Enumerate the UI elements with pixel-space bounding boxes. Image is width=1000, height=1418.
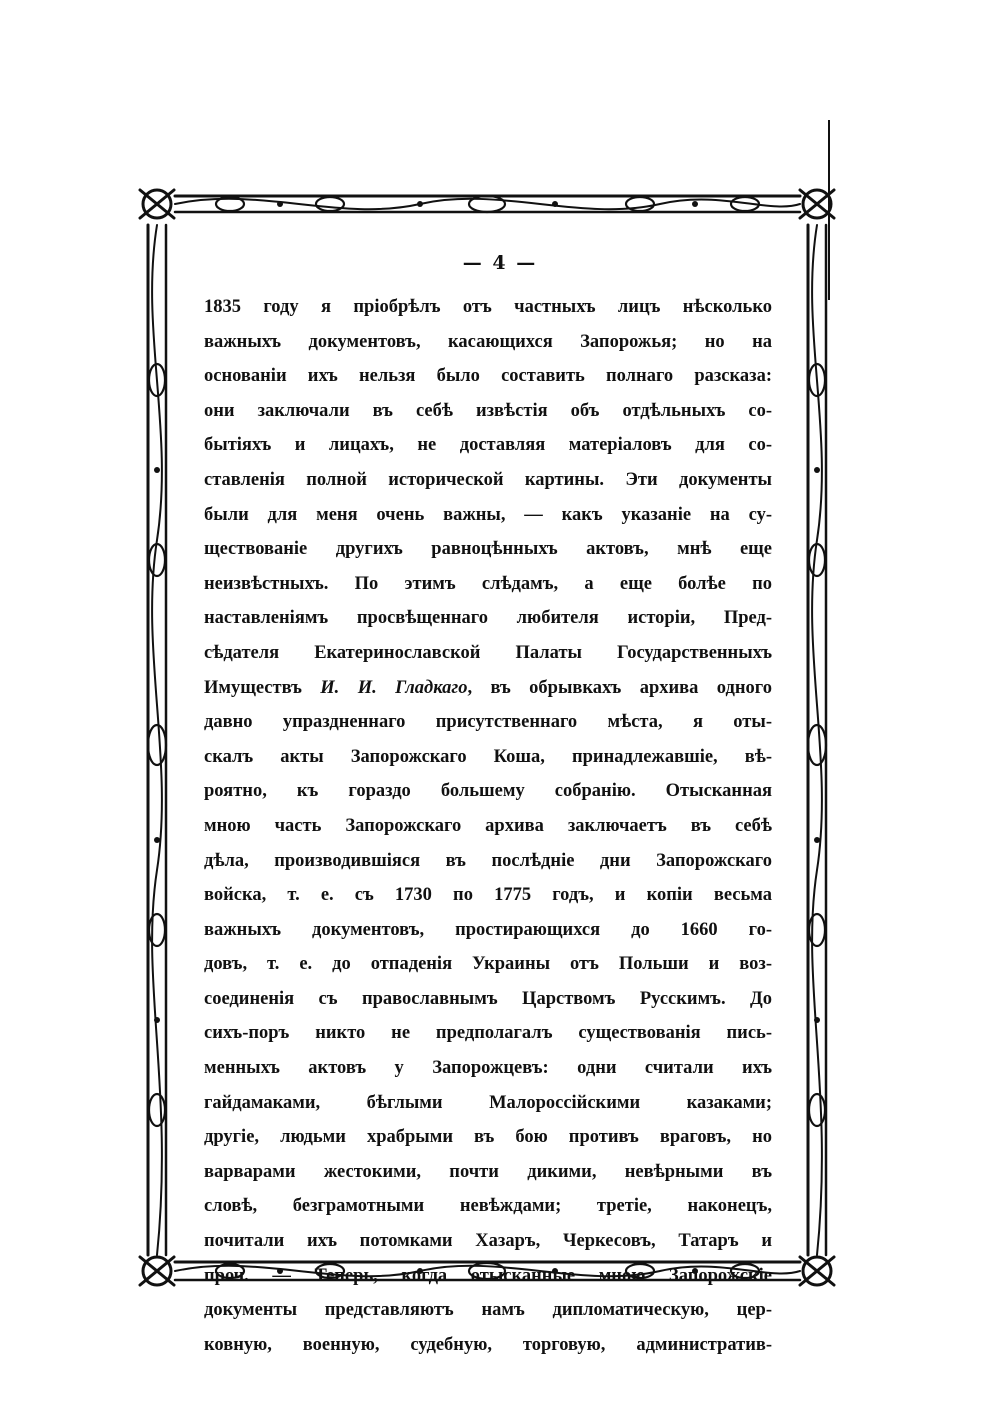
text-line: были для меня очень важны, — какъ указаніе на су- [204, 504, 772, 525]
text-line: проч. — Теперь, когда отысканные мною Запорожскіе [204, 1265, 772, 1286]
text-line: соединенія съ православнымъ Царствомъ Русскимъ. До [204, 988, 772, 1009]
text-line: войска, т. е. съ 1730 по 1775 годъ, и копіи весьма [204, 885, 772, 906]
text-line: довъ, т. е. до отпаденія Украины отъ Польши и воз- [204, 954, 772, 975]
text-line: гайдамаками, бѣглыми Малороссійскими казаками; [204, 1092, 772, 1113]
text-line: важныхъ документовъ, касающихся Запорожья; но на [204, 331, 772, 352]
text-line: роятно, къ гораздо большему собранію. Отысканная [204, 781, 772, 802]
text-line: ковную, военную, судебную, торговую, административ- [204, 1334, 772, 1355]
text-line: ставленія полной исторической картины. Эти документы [204, 469, 772, 490]
text-line: другіе, людьми храбрыми въ бою противъ враговъ, но [204, 1127, 772, 1148]
text-line: неизвѣстныхъ. По этимъ слѣдамъ, а еще болѣе по [204, 573, 772, 594]
text-line: скалъ акты Запорожскаго Коша, принадлежавшіе, вѣ- [204, 746, 772, 767]
italic-name: И. И. Гладкаго [320, 677, 468, 698]
text-line: мною часть Запорожскаго архива заключаетъ въ себѣ [204, 815, 772, 836]
text-line: менныхъ актовъ у Запорожцевъ: одни считали ихъ [204, 1058, 772, 1079]
text-line: дѣла, производившіяся въ послѣдніе дни Запорожскаго [204, 850, 772, 871]
line-start: Имуществъ [204, 677, 321, 698]
text-line: ществованіе другихъ равноцѣнныхъ актовъ, мнѣ еще [204, 539, 772, 560]
page-number: — 4 — [462, 252, 538, 274]
text-line: они заключали въ себѣ извѣстія объ отдѣльныхъ со- [204, 400, 772, 421]
text-line: 1835 году я пріобрѣлъ отъ частныхъ лицъ нѣсколько [204, 297, 772, 317]
text-line: сѣдателя Екатеринославской Палаты Государственныхъ [204, 642, 772, 663]
text-line: сихъ-поръ никто не предполагалъ существованія пись- [204, 1023, 772, 1044]
text-line: наставленіямъ просвѣщеннаго любителя исторіи, Пред- [204, 608, 772, 629]
line-end: , въ обрывкахъ архива одного [467, 677, 772, 698]
body-text [204, 290, 772, 1362]
text-line-with-italic [204, 671, 772, 706]
text-line: основаніи ихъ нельзя было составить полнаго разсказа: [204, 366, 772, 387]
text-line: почитали ихъ потомками Хазаръ, Черкесовъ, Татаръ и [204, 1231, 772, 1252]
text-line: словѣ, безграмотными невѣждами; третіе, наконецъ, [204, 1196, 772, 1217]
text-line: документы представляютъ намъ дипломатическую, цер- [204, 1300, 772, 1321]
page-edge-line [828, 120, 830, 300]
text-line: важныхъ документовъ, простирающихся до 1660 го- [204, 919, 772, 940]
text-line: варварами жестокими, почти дикими, невѣрными въ [204, 1161, 772, 1182]
text-line: бытіяхъ и лицахъ, не доставляя матеріаловъ для со- [204, 435, 772, 456]
text-line: давно упраздненнаго присутственнаго мѣста, я оты- [204, 712, 772, 733]
